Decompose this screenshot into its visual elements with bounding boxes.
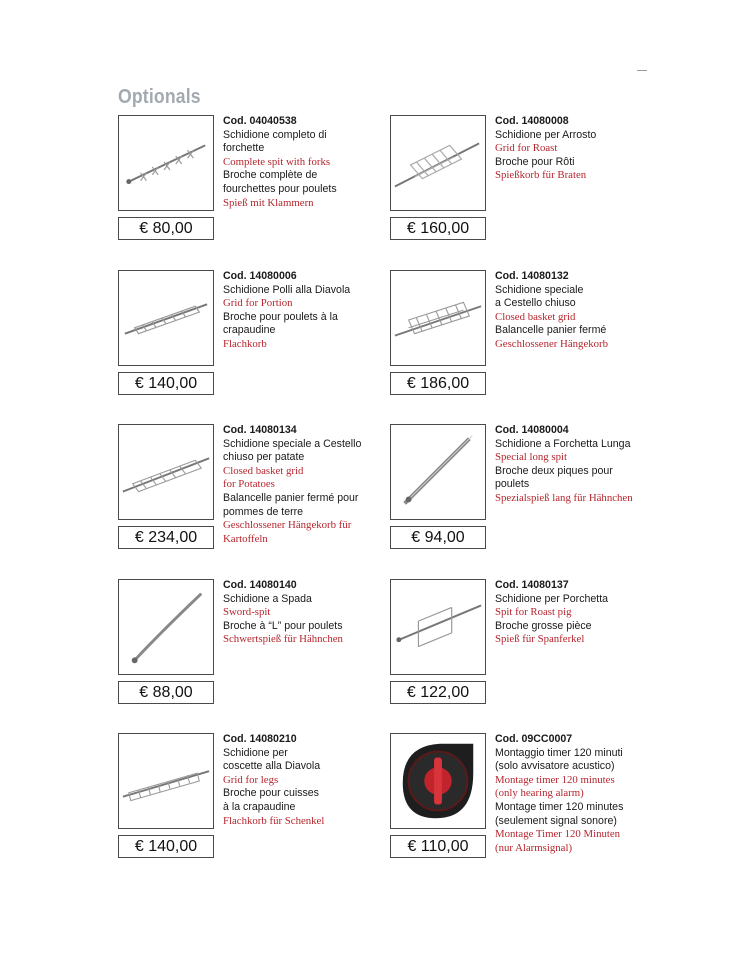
product-code: Cod. 14080004: [495, 424, 569, 436]
description-line: pommes de terre: [223, 505, 304, 518]
product-code: Cod. 14080006: [223, 270, 297, 282]
translated-description: Grid for Roast: [495, 142, 558, 155]
description-line: Schidione Polli alla Diavola: [223, 283, 351, 296]
product-info: [223, 733, 383, 828]
portion-grid-icon: [119, 271, 213, 365]
translated-description: Grid for legs: [223, 773, 279, 786]
description-line: à la crapaudine: [223, 800, 296, 813]
complete-spit-with-forks-icon: [119, 116, 213, 210]
product-photo: [390, 424, 486, 520]
product-item: [390, 270, 660, 396]
translated-description: Schwertspieß für Hähnchen: [223, 633, 343, 646]
translated-description: Spießkorb für Braten: [495, 169, 587, 182]
product-code: Cod. 14080132: [495, 270, 569, 282]
price-box: € 140,00: [118, 835, 214, 858]
translated-description: Complete spit with forks: [223, 155, 331, 168]
translated-description: Special long spit: [495, 451, 567, 464]
translated-description: Closed basket grid: [495, 310, 576, 323]
product-photo: [118, 270, 214, 366]
product-item: [390, 733, 660, 859]
description-line: (solo avvisatore acustico): [495, 760, 615, 773]
product-info: [223, 115, 383, 210]
translated-description: Flachkorb für Schenkel: [223, 814, 325, 827]
product-code: Cod. 14080137: [495, 579, 569, 591]
sword-spit-icon: [119, 580, 213, 674]
product-info: [495, 579, 655, 647]
description-line: Broche pour cuisses: [223, 787, 319, 800]
translated-description: for Potatoes: [223, 478, 275, 491]
translated-description: Kartoffeln: [223, 532, 268, 545]
product-code: Cod. 14080134: [223, 424, 297, 436]
price-box: € 122,00: [390, 681, 486, 704]
price-box: € 88,00: [118, 681, 214, 704]
description-line: Broche pour Rôti: [495, 155, 575, 168]
description-line: Schidione speciale a Cestello: [223, 437, 362, 450]
product-photo: [390, 733, 486, 829]
translated-description: Flachkorb: [223, 337, 267, 350]
translated-description: Spezialspieß lang für Hähnchen: [495, 491, 633, 504]
description-line: Schidione speciale: [495, 283, 584, 296]
translated-description: Spieß mit Klammern: [223, 196, 314, 209]
description-line: Montage timer 120 minutes: [495, 800, 624, 813]
product-info: [495, 733, 655, 855]
product-item: [118, 115, 388, 241]
product-photo: [390, 270, 486, 366]
product-photo: [390, 579, 486, 675]
product-info: [495, 270, 655, 352]
description-line: fourchettes pour poulets: [223, 182, 337, 195]
product-info: [223, 424, 383, 546]
product-photo: [390, 115, 486, 211]
translated-description: Montage timer 120 minutes: [495, 773, 615, 786]
product-code: Cod. 04040538: [223, 115, 297, 127]
description-line: forchette: [223, 142, 265, 155]
product-item: [390, 579, 660, 705]
product-info: [495, 424, 655, 506]
description-line: Broche à “L” pour poulets: [223, 619, 343, 632]
product-photo: [118, 733, 214, 829]
price-box: € 160,00: [390, 217, 486, 240]
translated-description: Sword-spit: [223, 606, 271, 619]
translated-description: Montage Timer 120 Minuten: [495, 828, 621, 841]
product-item: [390, 424, 660, 550]
product-photo: [118, 579, 214, 675]
description-line: Schidione a Spada: [223, 592, 312, 605]
section-title: Optionals: [118, 86, 201, 108]
product-info: [223, 270, 383, 352]
translated-description: Geschlossener Hängekorb: [495, 337, 609, 350]
description-line: Broche grosse pièce: [495, 619, 592, 632]
product-code: Cod. 14080008: [495, 115, 569, 127]
legs-grid-icon: [119, 734, 213, 828]
product-photo: [118, 424, 214, 520]
description-line: Montaggio timer 120 minuti: [495, 746, 623, 759]
product-info: [495, 115, 655, 183]
price-box: € 110,00: [390, 835, 486, 858]
price-box: € 234,00: [118, 526, 214, 549]
translated-description: Spit for Roast pig: [495, 606, 572, 619]
description-line: Schidione a Forchetta Lunga: [495, 437, 631, 450]
product-code: Cod. 09CC0007: [495, 733, 573, 745]
translated-description: Grid for Portion: [223, 297, 293, 310]
page-mark: [637, 70, 647, 71]
translated-description: Spieß für Spanferkel: [495, 633, 585, 646]
roast-pig-spit-icon: [391, 580, 485, 674]
potato-basket-icon: [119, 425, 213, 519]
description-line: chiuso per patate: [223, 451, 305, 464]
description-line: crapaudine: [223, 324, 276, 337]
description-line: a Cestello chiuso: [495, 297, 576, 310]
description-line: Broche complète de: [223, 169, 318, 182]
price-box: € 186,00: [390, 372, 486, 395]
price-box: € 140,00: [118, 372, 214, 395]
product-photo: [118, 115, 214, 211]
product-item: [118, 424, 388, 550]
product-code: Cod. 14080140: [223, 579, 297, 591]
description-line: Balancelle panier fermé pour: [223, 491, 359, 504]
description-line: (seulement signal sonore): [495, 814, 617, 827]
description-line: Schidione per Porchetta: [495, 592, 609, 605]
description-line: Broche deux piques pour: [495, 464, 613, 477]
description-line: Broche pour poulets à la: [223, 310, 338, 323]
closed-basket-icon: [391, 271, 485, 365]
translated-description: (only hearing alarm): [495, 787, 584, 800]
roast-grid-icon: [391, 116, 485, 210]
translated-description: (nur Alarmsignal): [495, 841, 573, 854]
product-item: [118, 579, 388, 705]
description-line: Balancelle panier fermé: [495, 324, 607, 337]
description-line: poulets: [495, 478, 530, 491]
translated-description: Closed basket grid: [223, 464, 304, 477]
product-code: Cod. 14080210: [223, 733, 297, 745]
description-line: Schidione per Arrosto: [495, 128, 597, 141]
description-line: Schidione per: [223, 746, 288, 759]
product-info: [223, 579, 383, 647]
description-line: coscette alla Diavola: [223, 760, 321, 773]
translated-description: Geschlossener Hängekorb für: [223, 519, 352, 532]
timer-knob-icon: [391, 734, 485, 828]
product-item: [390, 115, 660, 241]
product-item: [118, 270, 388, 396]
product-item: [118, 733, 388, 859]
price-box: € 94,00: [390, 526, 486, 549]
long-spit-icon: [391, 425, 485, 519]
description-line: Schidione completo di: [223, 128, 327, 141]
price-box: € 80,00: [118, 217, 214, 240]
